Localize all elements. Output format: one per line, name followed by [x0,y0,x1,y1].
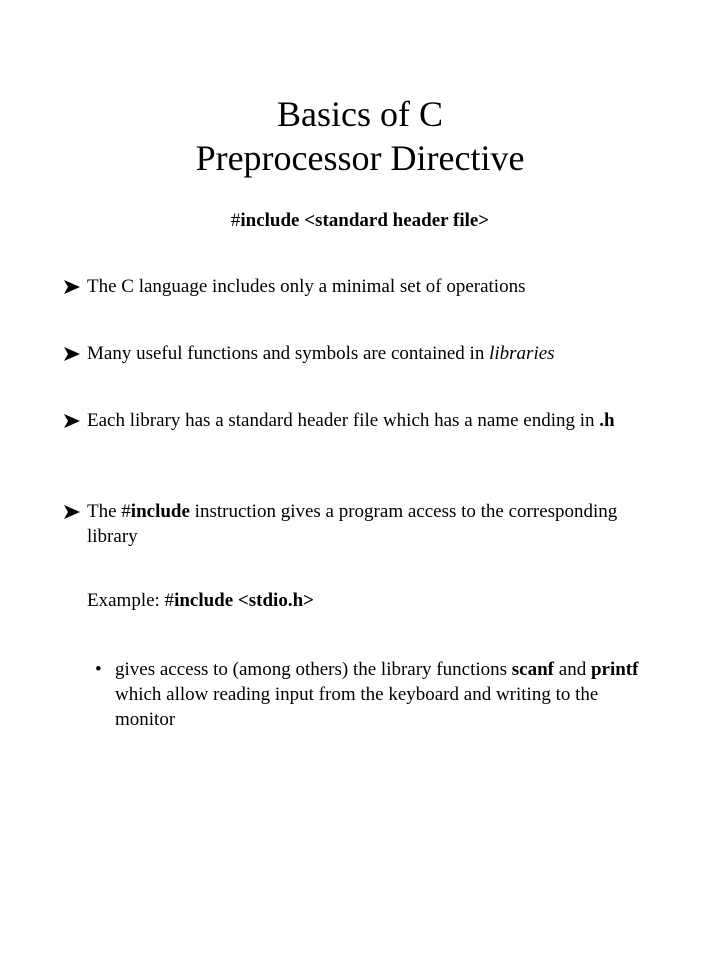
bullet-3-text: Each library has a standard header file which has a name ending in [87,410,600,431]
title-line-1: Basics of C [277,94,443,134]
bullet-4 [62,499,662,549]
sub-bullet-printf: printf [590,659,639,680]
example-code: include <stdio.h> [174,590,314,611]
arrow-bullet-icon [62,411,82,431]
sub-bullet-pre: gives access to (among others) the library functions [115,659,512,680]
arrow-bullet-icon [62,277,82,297]
dot-bullet-icon: • [95,659,102,680]
bullet-4-pre: The # [87,501,131,522]
bullet-1 [62,274,662,299]
bullet-1-text: The C language includes only a minimal set of operations [87,276,526,297]
example-line [87,588,314,613]
bullet-2-text: Many useful functions and symbols are contained in [87,343,490,364]
sub-bullet-post: which allow reading input from the keyboard and writing to the monitor [115,684,599,730]
arrow-bullet-icon [62,502,82,522]
subtitle [0,208,720,234]
subtitle-bold: include <standard header file> [240,210,490,231]
arrow-bullet-icon [62,344,82,364]
example-label: Example: # [87,590,175,611]
sub-bullet-mid: and [554,659,591,680]
slide-title [0,92,720,180]
sub-bullet [95,657,655,732]
title-line-2: Preprocessor Directive [195,138,525,178]
bullet-3 [62,408,662,433]
subtitle-prefix: # [230,210,241,231]
sub-bullet-scanf: scanf [511,659,555,680]
bullet-4-bold: include [130,501,190,522]
bullet-2 [62,341,662,366]
bullet-4-post: instruction gives a program access to the corresponding library [87,501,618,547]
bullet-3-bold: .h [599,410,615,431]
bullet-2-italic: libraries [489,343,555,364]
